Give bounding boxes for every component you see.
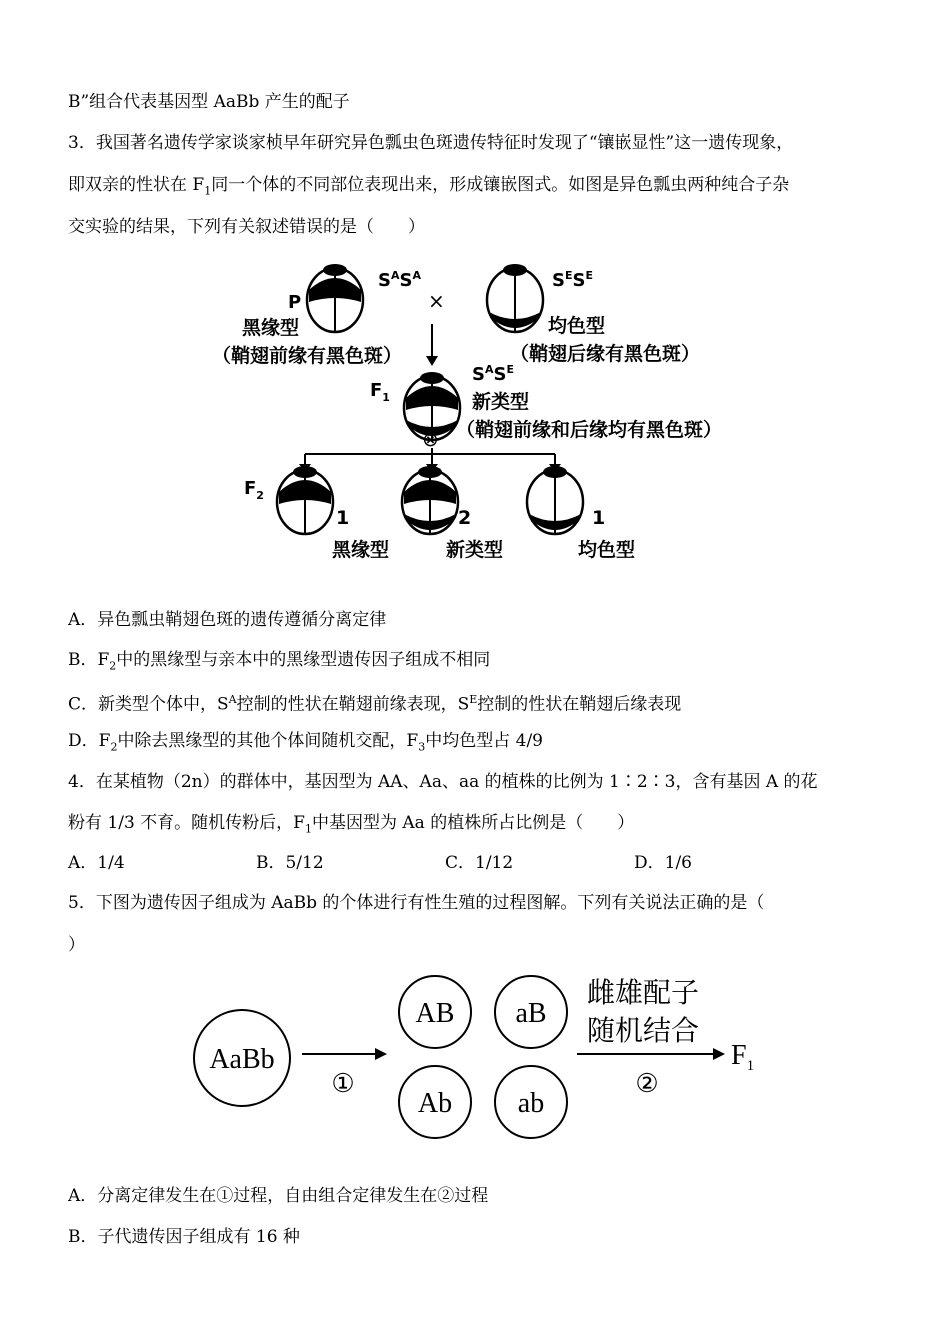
self-cross-symbol: ⊗ <box>422 427 439 451</box>
cross-symbol: × <box>428 289 445 313</box>
question-4-option-a: A．1/4 <box>68 853 125 873</box>
question-3-option-c: C．新类型个体中，$S^A$控制的性状在鞘翅前缘表现，$S^E$控制的性状在鞘翅后缘表现 <box>68 693 682 715</box>
gamete-lower-a-upper-b: aB <box>515 998 547 1029</box>
f1-name: 新类型 <box>472 391 530 413</box>
random-fusion-label-1: 雌雄配子 <box>587 978 700 1009</box>
parent2-genotype: $S^ES^E$ <box>552 269 593 291</box>
question-3-option-a: A．异色瓢虫鞘翅色斑的遗传遵循分离定律 <box>68 610 387 630</box>
f2-name-1: 黑缘型 <box>332 539 390 561</box>
f2-ratio-2: 2 <box>458 507 472 529</box>
question-3-line-1: 3．我国著名遗传学家谈家桢早年研究异色瓢虫色斑遗传特征时发现了“镶嵌显性”这一遗传现象， <box>68 133 794 153</box>
question-4-line-1: 4．在某植物（2n）的群体中，基因型为 AA、Aa、aa 的植株的比例为 1∶2∶3，含有基因 A 的花 <box>68 772 818 792</box>
gamete-upper-a-lower-b: Ab <box>417 1088 453 1119</box>
parent-uniform-beetle-icon <box>487 264 543 332</box>
random-fusion-label-2: 随机结合 <box>587 1016 700 1047</box>
parent2-name: 均色型 <box>548 315 606 337</box>
parent-genotype-circle: AaBb <box>209 1044 275 1075</box>
parent1-genotype: $S^AS^A$ <box>378 269 421 291</box>
f2-black-edge-beetle-icon <box>277 466 333 534</box>
question-3-option-b: B．$F_2$中的黑缘型与亲本中的黑缘型遗传因子组成不相同 <box>68 650 491 673</box>
parent-black-edge-beetle-icon <box>307 264 363 332</box>
question-5-line-1: 5．下图为遗传因子组成为 AaBb 的个体进行有性生殖的过程图解。下列有关说法正确的是（ <box>68 893 765 913</box>
step-1-label: ① <box>331 1069 355 1098</box>
parent1-desc: （鞘翅前缘有黑色斑） <box>212 345 403 367</box>
text-line: B”组合代表基因型 AaBb 产生的配子 <box>68 92 350 112</box>
question-4-option-b: B．5/12 <box>256 853 324 873</box>
question-5-line-2: ） <box>68 935 85 955</box>
f2-ratio-1: 1 <box>336 507 350 529</box>
f2-name-3: 均色型 <box>578 539 636 561</box>
f2-uniform-beetle-icon <box>527 466 583 534</box>
question-3-line-3: 交实验的结果，下列有关叙述错误的是（ ） <box>68 217 425 237</box>
f1-result-label: $F_1$ <box>731 1040 755 1074</box>
f2-new-type-beetle-icon <box>402 466 458 534</box>
question-5-option-b: B．子代遗传因子组成有 16 种 <box>68 1227 300 1247</box>
question-4-line-2: 粉有 1/3 不育。随机传粉后，$F_1$中基因型为 Aa 的植株所占比例是（ ） <box>68 813 635 836</box>
f2-name-2: 新类型 <box>446 539 504 561</box>
parent1-name: 黑缘型 <box>242 317 300 339</box>
question-5-option-a: A．分离定律发生在①过程，自由组合定律发生在②过程 <box>68 1186 489 1206</box>
question-3-option-d: D．$F_2$中除去黑缘型的其他个体间随机交配，$F_3$中均色型占 4/9 <box>68 731 543 754</box>
f1-genotype: $S^AS^E$ <box>472 363 514 385</box>
step-2-label: ② <box>635 1069 659 1098</box>
f2-label: $F_2$ <box>244 478 264 502</box>
parent2-desc: （鞘翅后缘有黑色斑） <box>510 343 701 365</box>
p-label: P <box>288 292 302 313</box>
f2-ratio-3: 1 <box>592 507 606 529</box>
ladybug-cross-figure <box>210 256 770 566</box>
gamete-ab-lower: ab <box>517 1088 545 1119</box>
gamete-process-figure <box>185 968 775 1148</box>
gamete-ab-upper: AB <box>415 998 455 1029</box>
f1-desc: （鞘翅前缘和后缘均有黑色斑） <box>456 419 723 441</box>
f1-label: $F_1$ <box>370 380 390 404</box>
question-3-line-2: 即双亲的性状在 $F_1$同一个体的不同部位表现出来，形成镶嵌图式。如图是异色瓢虫两种纯合子杂 <box>68 175 790 198</box>
question-4-option-d: D．1/6 <box>634 853 692 873</box>
question-4-option-c: C．1/12 <box>445 853 514 873</box>
